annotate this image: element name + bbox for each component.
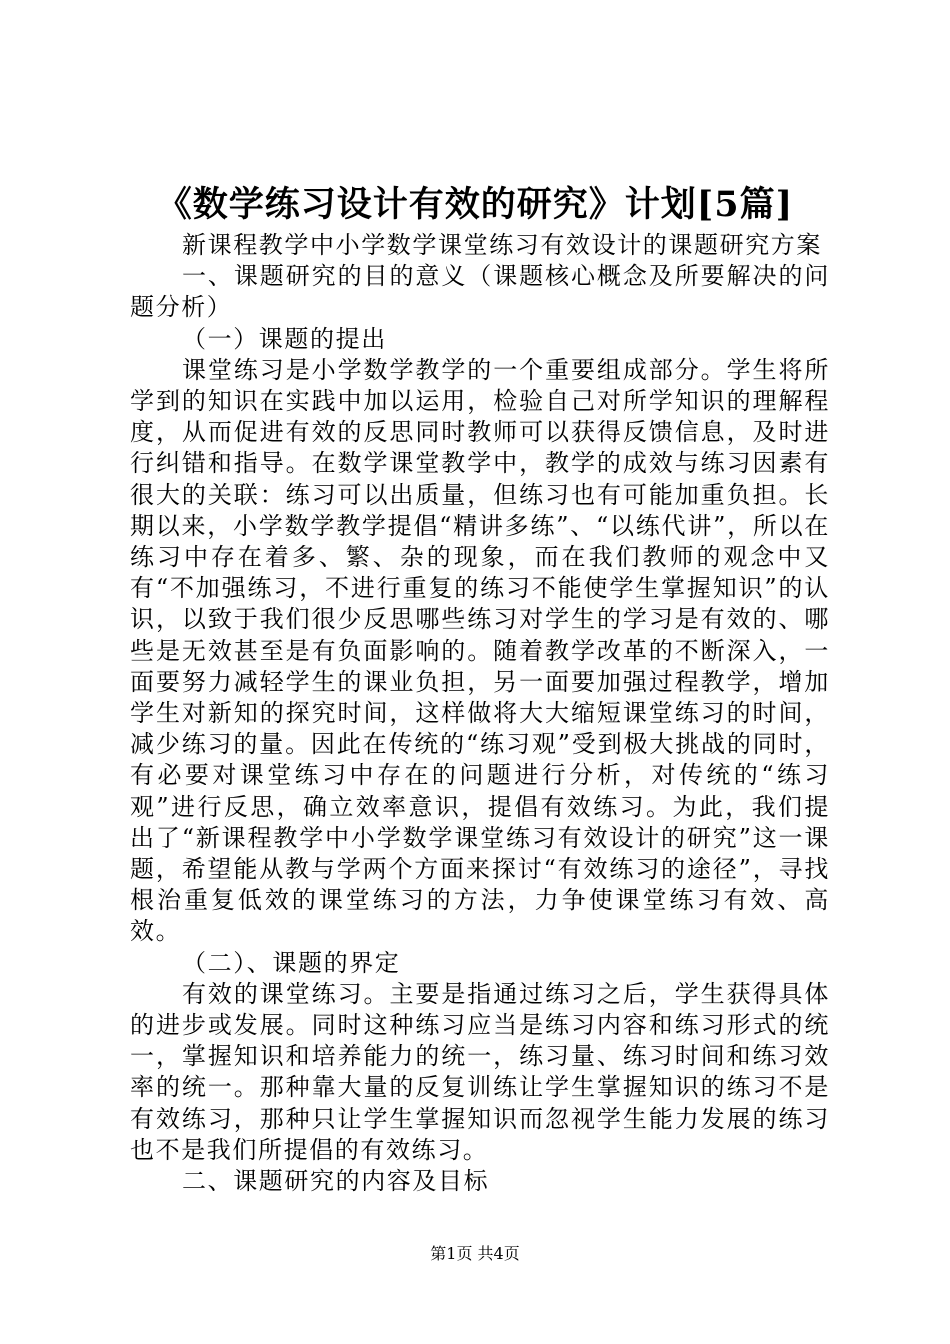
paragraph-subsection-one-heading: （一）课题的提出 [182,324,387,353]
paragraph-section-one-heading: 一、课题研究的目的意义（课题核心概念及所要解决的问题分析） [130,262,830,322]
document-body [130,230,830,1197]
paragraph-definition: 有效的课堂练习。主要是指通过练习之后，学生获得具体的进步或发展。同时这种练习应当是练习内容和练习形式的统一，掌握知识和培养能力的统一，练习量、练习时间和练习效率的统一。那种靠大量的反复训练让学生掌握知识的练习不是有效练习，那种只让学生掌握知识而忽视学生能力发展的练习也不是我们所提倡的有效练习。 [130,979,830,1164]
paragraph-subtitle: 新课程教学中小学数学课堂练习有效设计的课题研究方案 [182,231,822,259]
document-title: 《数学练习设计有效的研究》计划[5篇] [156,184,794,225]
paragraph-subsection-two-heading: （二）、课题的界定 [182,948,401,977]
paragraph-background: 课堂练习是小学数学教学的一个重要组成部分。学生将所学到的知识在实践中加以运用，检验自己对所学知识的理解程度，从而促进有效的反思同时教师可以获得反馈信息，及时进行纠错和指导。在数学课堂教学中，教学的成效与练习因素有很大的关联：练习可以出质量，但练习也有可能加重负担。长期以来，小学数学教学提倡“精讲多练”、“以练代讲”，所以在练习中存在着多、繁、杂的现象，而在我们教师的观念中又有“不加强练习，不进行重复的练习不能使学生掌握知识”的认识，以致于我们很少反思哪些练习对学生的学习是有效的、哪些是无效甚至是有负面影响的。随着教学改革的不断深入，一面要努力减轻学生的课业负担，另一面要加强过程教学，增加学生对新知的探究时间，这样做将大大缩短课堂练习的时间，减少练习的量。因此在传统的“练习观”受到极大挑战的同时，有必要对课堂练习中存在的问题进行分析，对传统的“练习观”进行反思，确立效率意识，提倡有效练习。为此，我们提出了“新课程教学中小学数学课堂练习有效设计的研究”这一课题，希望能从教与学两个方面来探讨“有效练习的途径”，寻找根治重复低效的课堂练习的方法，力争使课堂练习有效、高效。 [130,355,830,946]
page-footer: 第1页 共4页 [430,1244,520,1263]
paragraph-section-two-heading: 二、课题研究的内容及目标 [182,1167,490,1196]
